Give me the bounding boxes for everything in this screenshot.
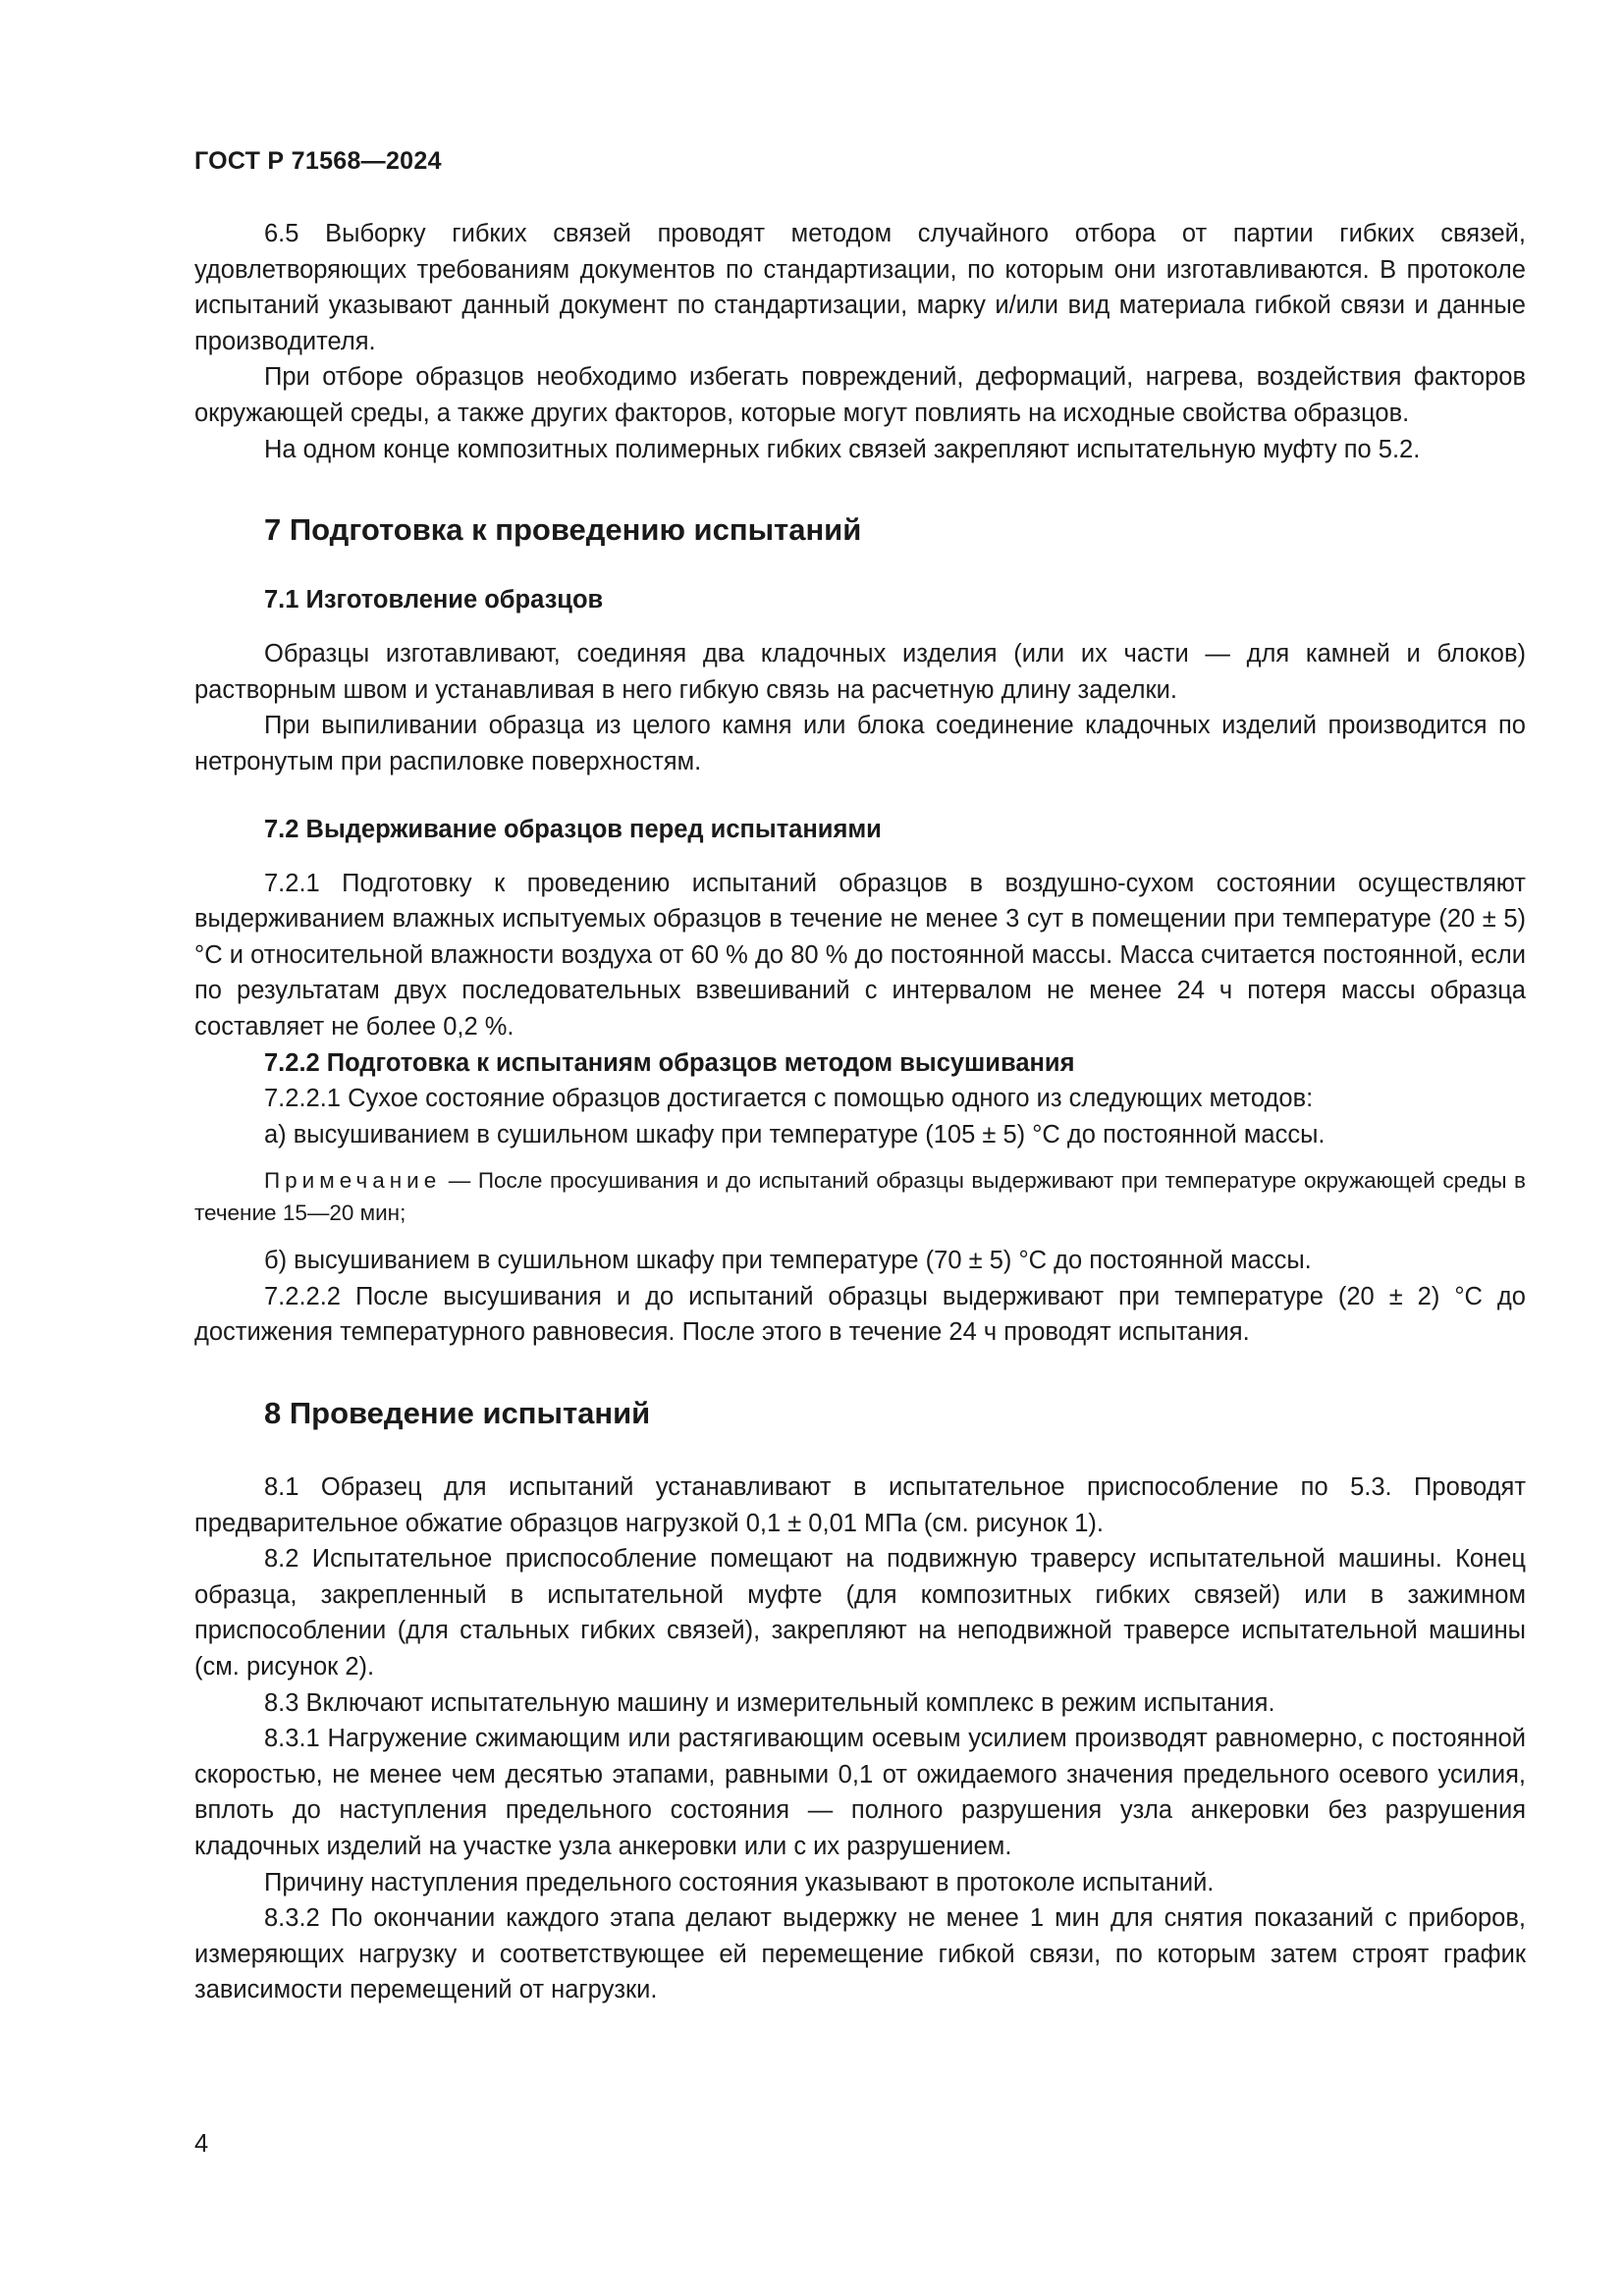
paragraph-8-3: 8.3 Включают испытательную машину и измерительный комплекс в режим испытания.	[264, 1688, 1275, 1717]
subsection-7-2-heading: 7.2 Выдерживание образцов перед испытаниями	[264, 815, 882, 843]
paragraph-8-3-2: 8.3.2 По окончании каждого этапа делают выдержку не менее 1 мин для снятия показаний с приборов, измеряющих нагрузку и соответствующее ей перемещение гибкой связи, по которым затем строят график зависимости перемещений от нагрузки.	[194, 1904, 1526, 2004]
paragraph-sampling-care: При отборе образцов необходимо избегать повреждений, деформаций, нагрева, воздействия факторов окружающей среды, а также других факторов, которые могут повлиять на исходные свойства образцов.	[194, 363, 1526, 427]
list-item-b: б) высушиванием в сушильном шкафу при температуре (70 ± 5) °С до постоянной массы.	[264, 1247, 1312, 1275]
paragraph-7-1-a: Образцы изготавливают, соединяя два кладочных изделия (или их части — для камней и блоков) растворным швом и устанавливая в него гибкую связь на расчетную длину заделки.	[194, 640, 1526, 704]
note	[194, 1164, 1526, 1229]
paragraph-7-2-2-2: 7.2.2.2 После высушивания и до испытаний образцы выдерживают при температуре (20 ± 2) °С до достижения температурного равновесия. После этого в течение 24 ч проводят испытания.	[194, 1282, 1526, 1347]
list-item-a: а) высушиванием в сушильном шкафу при температуре (105 ± 5) °С до постоянной массы.	[264, 1120, 1326, 1148]
paragraph-6-5: 6.5 Выборку гибких связей проводят методом случайного отбора от партии гибких связей, удовлетворяющих требованиям документов по стандартизации, по которым они изготавливаются. В протоколе испытаний указывают данный документ по стандартизации, марку и/или вид материала гибкой связи и данные производителя.	[194, 220, 1526, 355]
paragraph-7-1-b: При выпиливании образца из целого камня или блока соединение кладочных изделий производится по нетронутым при распиловке поверхностям.	[194, 712, 1526, 775]
section-7-heading: 7 Подготовка к проведению испытаний	[264, 512, 862, 548]
paragraph-8-2: 8.2 Испытательное приспособление помещают на подвижную траверсу испытательной машины. Конец образца, закрепленный в испытательной муфте (для композитных гибких связей) или в зажимном приспособлении (для стальных гибких связей), закрепляют на неподвижной траверсе испытательной машины (см. рисунок 2).	[194, 1545, 1526, 1682]
note-label: Примечание	[264, 1168, 442, 1194]
document-header: ГОСТ Р 71568—2024	[194, 147, 442, 175]
page-number: 4	[194, 2130, 209, 2158]
paragraph-8-3-1: 8.3.1 Нагружение сжимающим или растягивающим осевым усилием производят равномерно, с постоянной скоростью, не менее чем десятью этапами, равными 0,1 от ожидаемого значения предельного осевого усилия, вплоть до наступления предельного состояния — полного разрушения узла анкеровки без разрушения кладочных изделий на участке узла анкеровки или с их разрушением.	[194, 1725, 1526, 1860]
document-page	[194, 147, 1526, 2008]
paragraph-coupling: На одном конце композитных полимерных гибких связей закрепляют испытательную муфту по 5.2.	[264, 435, 1421, 463]
paragraph-7-2-1: 7.2.1 Подготовку к проведению испытаний образцов в воздушно-сухом состоянии осуществляют выдерживанием влажных испытуемых образцов в течение не менее 3 сут в помещении при температуре (20 ± 5) °С и относительной влажности воздуха от 60 % до 80 % до постоянной массы. Масса считается постоянной, если по результатам двух последовательных взвешиваний с интервалом не менее 24 ч потеря массы образца составляет не более 0,2 %.	[194, 869, 1526, 1041]
subsection-7-2-2-heading: 7.2.2 Подготовка к испытаниям образцов методом высушивания	[264, 1048, 1075, 1077]
subsection-7-1-heading: 7.1 Изготовление образцов	[264, 586, 604, 614]
note-text: — После просушивания и до испытаний образцы выдерживают при температуре окружающей среды в течение 15—20 мин;	[194, 1168, 1526, 1226]
section-8-heading: 8 Проведение испытаний	[264, 1396, 651, 1431]
paragraph-7-2-2-1: 7.2.2.1 Сухое состояние образцов достигается с помощью одного из следующих методов:	[264, 1085, 1314, 1113]
paragraph-8-1: 8.1 Образец для испытаний устанавливают в испытательное приспособление по 5.3. Проводят предварительное обжатие образцов нагрузкой 0,1 ± 0,01 МПа (см. рисунок 1).	[194, 1473, 1526, 1537]
paragraph-8-3-1-cause: Причину наступления предельного состояния указывают в протоколе испытаний.	[264, 1868, 1215, 1896]
